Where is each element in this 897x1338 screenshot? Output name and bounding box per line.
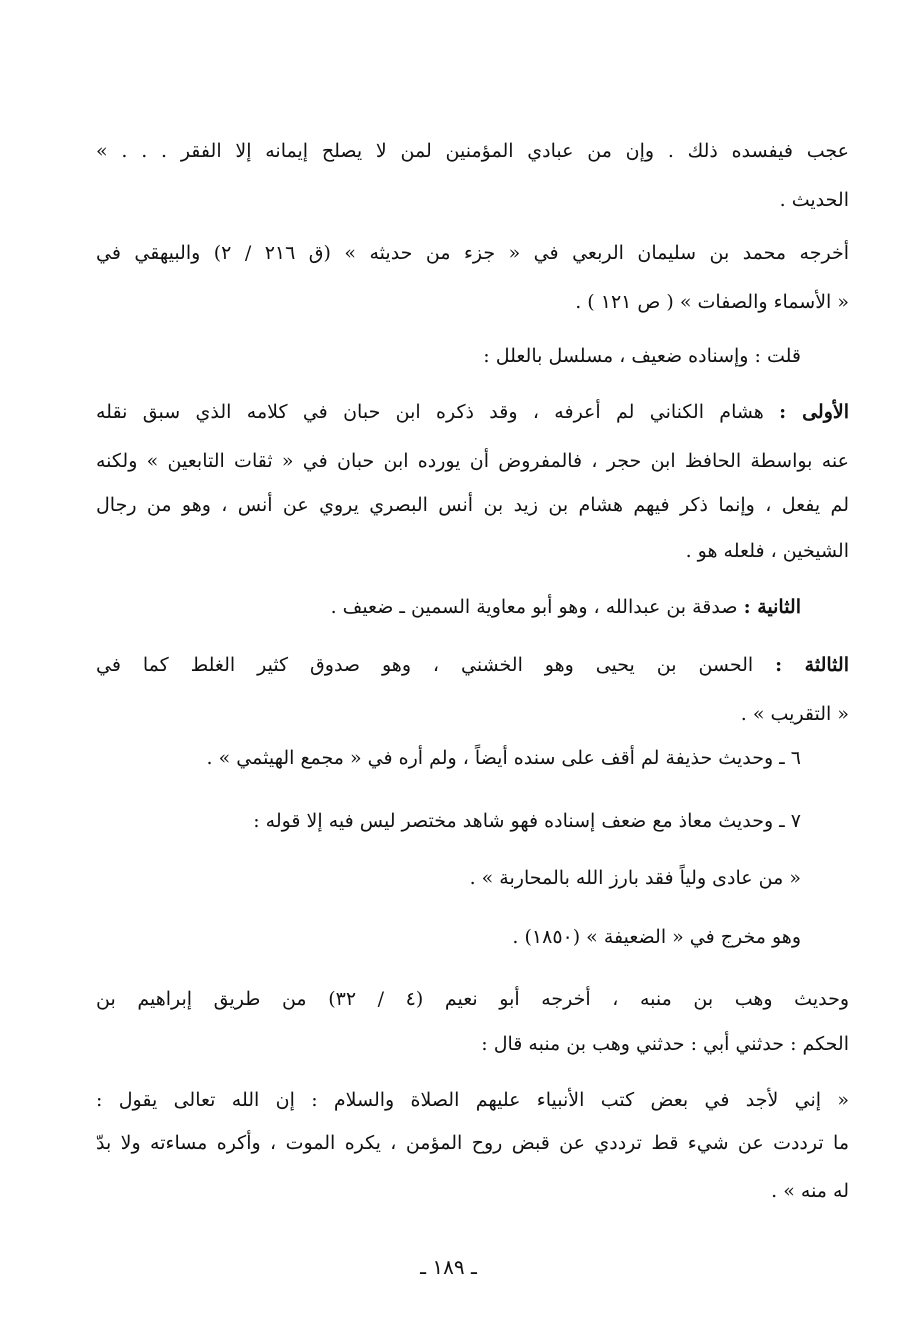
text-line: عجب فيفسده ذلك . وإن من عبادي المؤمنين لمن لا يصلح إيمانه إلا الفقر . . . » bbox=[96, 140, 849, 162]
text-line: ٧ ـ وحديث معاذ مع ضعف إسناده فهو شاهد مختصر ليس فيه إلا قوله : bbox=[253, 810, 801, 832]
text-line: قلت : وإسناده ضعيف ، مسلسل بالعلل : bbox=[483, 345, 801, 367]
text-line: وحديث وهب بن منبه ، أخرجه أبو نعيم (٤ / ٣٢) من طريق إبراهيم بن bbox=[96, 988, 849, 1010]
second-label: الثانية : bbox=[743, 596, 801, 618]
text-line: الحديث . bbox=[779, 189, 849, 211]
text-line: « التقريب » . bbox=[740, 703, 849, 725]
text-line: له منه » . bbox=[771, 1180, 849, 1202]
text-line: الثالثة : الحسن بن يحيى وهو الخشني ، وهو صدوق كثير الغلط كما في bbox=[96, 654, 849, 676]
text-line: عنه بواسطة الحافظ ابن حجر ، فالمفروض أن يورده ابن حبان في « ثقات التابعين » ولكنه bbox=[96, 450, 849, 472]
text-line: ٦ ـ وحديث حذيفة لم أقف على سنده أيضاً ، ولم أره في « مجمع الهيثمي » . bbox=[206, 747, 801, 769]
text-line: الأولى : هشام الكناني لم أعرفه ، وقد ذكره ابن حبان في كلامه الذي سبق نقله bbox=[96, 401, 850, 423]
page-number: ـ ١٨٩ ـ bbox=[420, 1255, 477, 1279]
text-line: الحكم : حدثني أبي : حدثني وهب بن منبه قال : bbox=[481, 1033, 849, 1055]
text-line: لم يفعل ، وإنما ذكر فيهم هشام بن زيد بن أنس البصري يروي عن أنس ، وهو من رجال bbox=[96, 494, 849, 516]
text-line: « الأسماء والصفات » ( ص ١٢١ ) . bbox=[575, 291, 849, 313]
text-line: وهو مخرج في « الضعيفة » (١٨٥٠) . bbox=[512, 926, 801, 948]
text-line: الثانية : صدقة بن عبدالله ، وهو أبو معاوية السمين ـ ضعيف . bbox=[330, 596, 801, 618]
text-line: ما ترددت عن شيء قط ترددي عن قبض روح المؤمن ، يكره الموت ، وأكره مساءته ولا بدّ bbox=[96, 1132, 849, 1154]
text-line: « إني لأجد في بعض كتب الأنبياء عليهم الصلاة والسلام : إن الله تعالى يقول : bbox=[96, 1089, 849, 1111]
third-label: الثالثة : bbox=[775, 654, 849, 676]
text-line: الشيخين ، فلعله هو . bbox=[685, 540, 849, 562]
text-line: « من عادى ولياً فقد بارز الله بالمحاربة » . bbox=[469, 867, 801, 889]
first-label: الأولى : bbox=[779, 401, 850, 423]
text-line: أخرجه محمد بن سليمان الربعي في « جزء من حديثه » (ق ٢١٦ / ٢) والبيهقي في bbox=[96, 242, 849, 264]
